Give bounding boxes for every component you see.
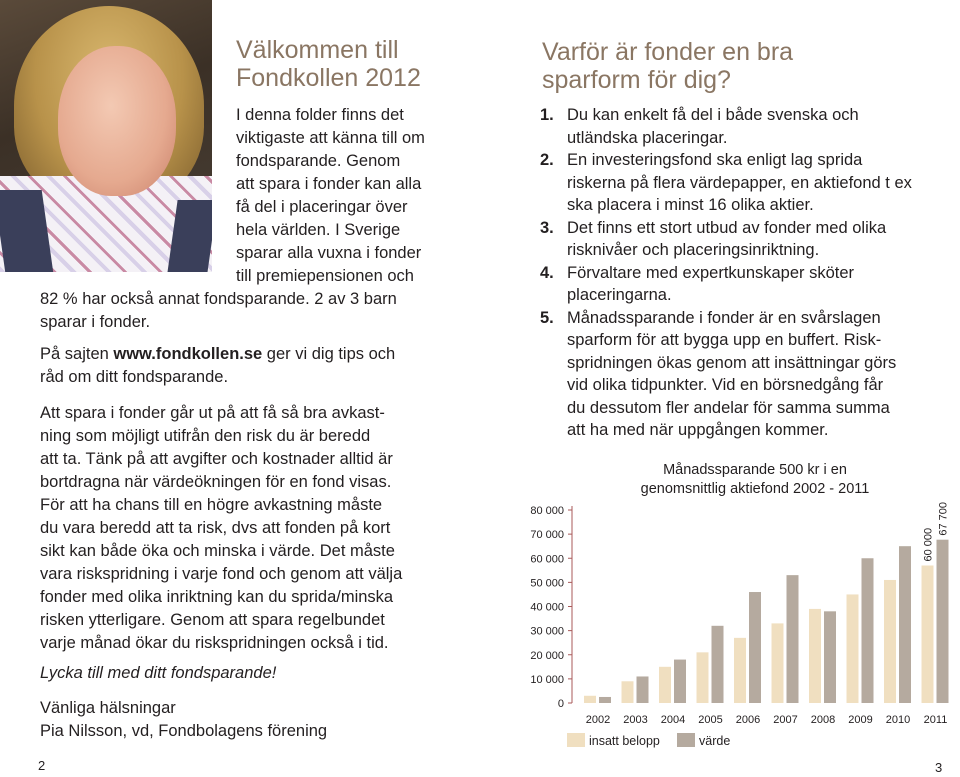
list-line: Det finns ett stort utbud av fonder med olika	[567, 218, 887, 237]
main-paragraph	[40, 402, 402, 655]
list-line: risknivåer och placeringsinriktning.	[567, 241, 820, 259]
page-number-left: 2	[38, 758, 46, 773]
site-line2: råd om ditt fondsparande.	[40, 368, 229, 386]
x-tick-label: 2004	[660, 714, 686, 726]
legend-label-deposited: insatt belopp	[589, 734, 660, 748]
welcome-heading-line1: Välkommen till	[236, 36, 399, 64]
bar-deposited	[772, 623, 784, 703]
x-tick-label: 2008	[810, 714, 836, 726]
intro-line: sparar alla vuxna i fonder	[236, 244, 422, 262]
list-item	[540, 217, 950, 262]
paragraph-line: varje månad ökar du riskspridningen också i tid.	[40, 634, 389, 652]
greeting-text: Vänliga hälsningar	[40, 699, 176, 717]
bar-deposited	[697, 652, 709, 703]
list-number: 5.	[540, 308, 554, 327]
chart-title-line1: Månadssparande 500 kr i en	[663, 462, 847, 478]
why-heading-line2: sparform för dig?	[542, 66, 731, 94]
bar-deposited	[622, 681, 634, 703]
paragraph-line: För att ha chans till en högre avkastning måste	[40, 496, 383, 514]
bar-value	[937, 540, 949, 703]
x-tick-label: 2011	[923, 714, 948, 726]
y-tick-label: 50 000	[530, 577, 564, 590]
bar-value	[899, 546, 911, 703]
list-item	[540, 262, 950, 307]
intro-line: fondsparande. Genom	[236, 152, 401, 170]
bar-value	[674, 660, 686, 703]
intro-line: få del i placeringar över	[236, 198, 408, 216]
intro-line: viktigaste att känna till om	[236, 129, 425, 147]
intro-line: hela världen. I Sverige	[236, 221, 401, 239]
reasons-list	[540, 104, 950, 442]
list-number: 4.	[540, 263, 554, 282]
bar-deposited	[659, 667, 671, 703]
list-line: vid olika tidpunkter. Vid en börsnedgång får	[567, 376, 884, 394]
x-tick-label: 2005	[698, 714, 723, 726]
bar-value	[637, 676, 649, 703]
intro-text-continued	[40, 288, 397, 334]
website-link[interactable]: www.fondkollen.se	[113, 345, 263, 363]
x-tick-label: 2002	[585, 714, 611, 726]
paragraph-line: att ta. Tänk på att avgifter och kostnader alltid är	[40, 450, 393, 468]
y-tick-label: 20 000	[530, 649, 564, 662]
y-tick-label: 0	[557, 698, 564, 710]
x-tick-label: 2010	[885, 714, 911, 726]
bar-deposited	[809, 609, 821, 703]
list-line: utländska placeringar.	[567, 128, 728, 147]
page-number-right: 3	[935, 760, 943, 775]
y-tick-label: 70 000	[530, 529, 564, 542]
x-tick-label: 2007	[773, 714, 798, 726]
list-line: sparform för att bygga upp en buffert. Risk-	[567, 331, 882, 349]
y-tick-label: 80 000	[530, 505, 564, 517]
list-line: spridningen ökas genom att insättningar görs	[567, 353, 897, 372]
closing-text: Lycka till med ditt fondsparande!	[40, 664, 277, 682]
intro-line: I denna folder finns det	[236, 106, 404, 124]
list-item	[540, 307, 950, 442]
list-line: Månadssparande i fonder är en svårslagen	[567, 308, 881, 327]
paragraph-line: bortdragna när värdeökningen för en fond visas.	[40, 473, 392, 491]
bar-deposited	[922, 565, 934, 703]
list-line: En investeringsfond ska enligt lag sprida	[567, 151, 863, 169]
signature-text: Pia Nilsson, vd, Fondbolagens förening	[40, 722, 328, 740]
legend-label-value: värde	[699, 734, 731, 748]
list-number: 3.	[540, 218, 554, 237]
list-line: du dessutom fler andelar för samma summa	[567, 398, 890, 417]
x-tick-label: 2009	[848, 714, 873, 726]
paragraph-line: du vara beredd att ta risk, dvs att fonden på kort	[40, 519, 391, 537]
bar-value	[787, 575, 799, 703]
bar-value	[862, 558, 874, 703]
site-prefix: På sajten	[40, 345, 114, 363]
paragraph-line: Att spara i fonder går ut på att få så bra avkast-	[40, 404, 385, 422]
bar-deposited	[847, 594, 859, 703]
list-line: riskerna på flera värdepapper, en aktiefond t ex	[567, 173, 912, 192]
bar-value	[749, 592, 761, 703]
why-heading-line1: Varför är fonder en bra	[542, 38, 794, 66]
y-tick-label: 60 000	[530, 553, 564, 566]
intro-line: sparar i fonder.	[40, 313, 151, 331]
bar-value	[599, 697, 611, 703]
list-item	[540, 104, 950, 149]
list-item	[540, 149, 950, 217]
paragraph-line: risken ytterligare. Genom att spara regelbundet	[40, 611, 385, 629]
website-text	[40, 343, 395, 389]
intro-line: till premiepensionen och	[236, 267, 414, 285]
legend-swatch-value	[677, 733, 695, 747]
paragraph-line: fonder med olika inriktning kan du sprida/minska	[40, 588, 394, 606]
list-line: ska placera i minst 16 olika aktier.	[567, 196, 814, 214]
intro-text	[236, 104, 425, 288]
chart-title-line2: genomsnittlig aktiefond 2002 - 2011	[640, 481, 870, 497]
portrait-photo	[0, 0, 212, 272]
intro-line: att spara i fonder kan alla	[236, 175, 422, 193]
legend-swatch-deposited	[567, 733, 585, 747]
bar-deposited	[584, 696, 596, 703]
x-tick-label: 2006	[735, 714, 761, 726]
bar-deposited	[734, 638, 746, 703]
welcome-heading	[236, 36, 421, 92]
bar-value	[712, 626, 724, 703]
list-line: placeringarna.	[567, 286, 672, 304]
list-line: Du kan enkelt få del i både svenska och	[567, 106, 859, 124]
list-number: 2.	[540, 151, 554, 169]
savings-bar-chart	[520, 490, 960, 760]
site-suffix: ger vi dig tips och	[262, 345, 396, 363]
x-tick-label: 2003	[623, 714, 648, 726]
bar-value	[824, 611, 836, 703]
intro-line: 82 % har också annat fondsparande. 2 av 3 barn	[40, 290, 397, 308]
bar-deposited	[884, 580, 896, 703]
paragraph-line: sikt kan både öka och minska i värde. Det måste	[40, 542, 395, 560]
data-label: 67 700	[937, 502, 950, 536]
y-tick-label: 40 000	[530, 601, 564, 614]
list-number: 1.	[540, 106, 554, 124]
list-line: att ha med när uppgången kommer.	[567, 421, 829, 439]
y-tick-label: 10 000	[530, 673, 564, 686]
list-line: Förvaltare med expertkunskaper sköter	[567, 263, 855, 282]
paragraph-line: ning som möjligt utifrån den risk du är beredd	[40, 427, 371, 445]
data-label: 60 000	[922, 527, 935, 562]
why-funds-heading	[542, 38, 793, 94]
welcome-heading-line2: Fondkollen 2012	[236, 64, 421, 92]
y-tick-label: 30 000	[530, 625, 564, 638]
paragraph-line: vara riskspridning i varje fond och genom att välja	[40, 565, 403, 583]
